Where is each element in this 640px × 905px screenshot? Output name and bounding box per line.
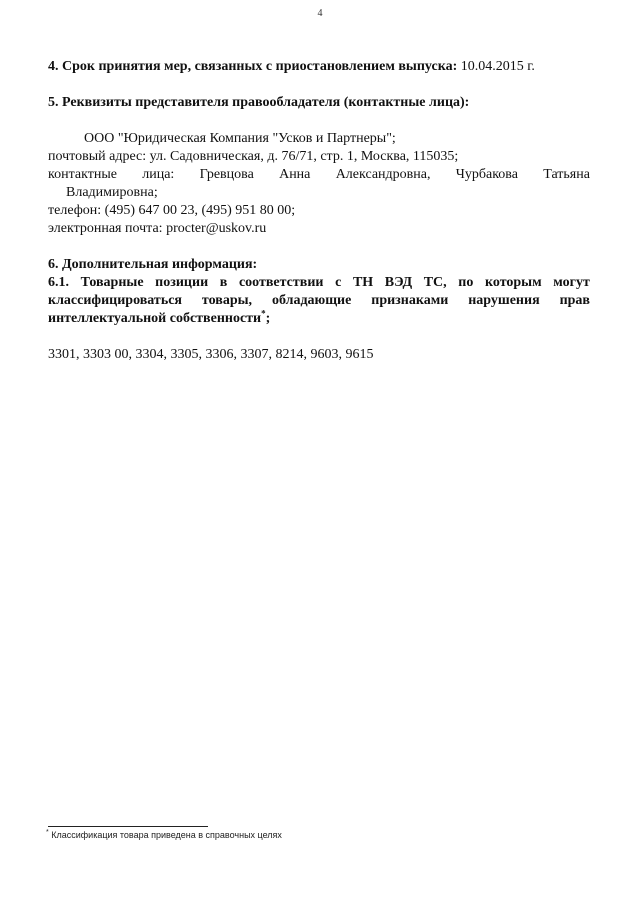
- sub-word: обладающие: [271, 293, 352, 308]
- section-6-heading: 6. Дополнительная информация:: [48, 257, 258, 272]
- company-name: ООО "Юридическая Компания "Усков и Партнеры";: [84, 131, 396, 146]
- section-4-heading: 4. Срок принятия мер, связанных с приостановлением выпуска:: [48, 59, 458, 74]
- section-4-date: 10.04.2015 г.: [460, 59, 535, 74]
- sub-word: которым: [485, 275, 542, 290]
- contact-word: лица:: [142, 167, 175, 182]
- page-number: 4: [317, 8, 323, 19]
- sub-word: с: [335, 275, 342, 290]
- contact-word: контактные: [48, 167, 117, 182]
- sub-word: прав: [559, 293, 590, 308]
- sub-word: классифицироваться: [48, 293, 183, 308]
- sub-word: ТН: [352, 275, 374, 290]
- section-4: [48, 58, 590, 76]
- footnote-mark: *: [46, 829, 49, 836]
- sub-word: нарушения: [468, 293, 540, 308]
- sub-word: 6.1.: [48, 275, 69, 290]
- contact-persons-cont: Владимировна;: [66, 185, 158, 200]
- sub-word: позиции: [155, 275, 209, 290]
- sub-text-end: ;: [265, 311, 271, 326]
- contact-persons: [48, 166, 590, 184]
- footnote-marker: *: [261, 308, 266, 319]
- sub-word: ТС,: [423, 275, 447, 290]
- footnote-divider: [48, 826, 208, 827]
- sub-word: в: [219, 275, 228, 290]
- section-6-1-line-3: [48, 310, 590, 328]
- document-body: [48, 58, 590, 364]
- sub-word: соответствии: [238, 275, 324, 290]
- sub-text: интеллектуальной собственности: [48, 311, 262, 326]
- contact-word: Чурбакова: [455, 167, 518, 182]
- sub-word: могут: [553, 275, 590, 290]
- postal-address: почтовый адрес: ул. Садовническая, д. 76/71, стр. 1, Москва, 115035;: [48, 149, 459, 164]
- footnote-text: Классификация товара приведена в справочных целях: [51, 830, 282, 840]
- sub-word: Товарные: [80, 275, 144, 290]
- sub-word: ВЭД: [384, 275, 413, 290]
- sub-word: по: [458, 275, 474, 290]
- contact-word: Татьяна: [543, 167, 590, 182]
- footnote: [46, 830, 282, 840]
- contact-word: Анна: [279, 167, 311, 182]
- section-6-1-line-1: [48, 274, 590, 292]
- sub-word: товары,: [201, 293, 253, 308]
- email: электронная почта: procter@uskov.ru: [48, 221, 267, 236]
- section-5-heading: 5. Реквизиты представителя правообладателя (контактные лица):: [48, 95, 470, 110]
- contact-word: Гревцова: [199, 167, 254, 182]
- contact-word: Александровна,: [335, 167, 431, 182]
- phone: телефон: (495) 647 00 23, (495) 951 80 00;: [48, 203, 296, 218]
- section-6-1-line-2: [48, 292, 590, 310]
- spacer: [48, 238, 590, 256]
- sub-word: признаками: [371, 293, 449, 308]
- tariff-codes: 3301, 3303 00, 3304, 3305, 3306, 3307, 8214, 9603, 9615: [48, 347, 374, 362]
